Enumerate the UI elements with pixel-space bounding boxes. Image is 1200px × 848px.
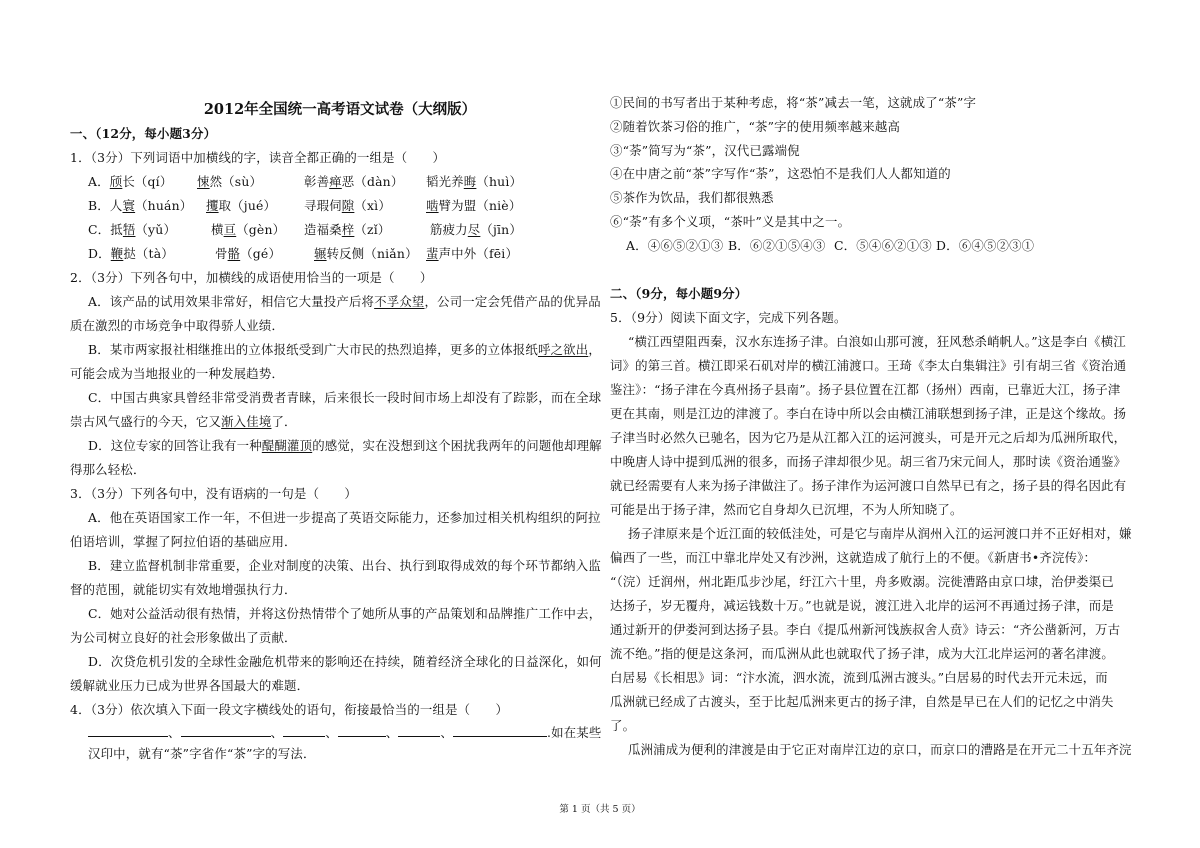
q5-line-1: “横江西望阻西秦，汉水东连扬子津。白浪如山那可渡，狂风愁杀峭帆人。”这是李白《横江: [628, 334, 1126, 349]
q4-item-5: ⑤茶作为饮品，我们都很熟悉: [610, 190, 774, 205]
q1-row-d: D．鞭挞（tà） 骨骼（gé） 辗转反侧（niǎn） 蜚声中外（fēi）: [88, 246, 519, 261]
q4-option-a: A．④⑥⑤②①③: [626, 238, 724, 253]
q5-line-4: 更在其南，则是江边的津渡了。李白在诗中所以会由横江浦联想到扬子津，正是这个缘故。扬: [610, 406, 1127, 421]
q5-line-3: 鉴注》：“扬子津在今真州扬子县南”。扬子县位置在江都（扬州）西南，已靠近大江，扬子津: [610, 382, 1121, 397]
blank-1: [88, 724, 168, 737]
q3-stem: 3．（3分）下列各句中，没有语病的一句是（ ）: [70, 486, 357, 501]
blank-4: [338, 724, 386, 737]
q5-line-13: 通过新开的伊娄河到达扬子县。李白《提瓜州新河饯族叔舍人贲》诗云：“齐公凿新河，万古: [610, 622, 1121, 637]
q3-option-b-line2: 督的范围，就能切实有效地增强执行力．: [70, 582, 297, 597]
q4-stem: 4．（3分）依次填入下面一段文字横线处的语句，衔接最恰当的一组是（ ）: [70, 702, 509, 717]
q3-option-a-line1: A．他在英语国家工作一年，不但进一步提高了英语交际能力，还参加过相关机构组织的阿拉: [88, 510, 601, 525]
q4-option-b: B．⑥②①⑤④③: [728, 238, 826, 253]
q3-option-b-line1: B．建立监督机制非常重要，企业对制度的决策、出台、执行到取得成效的每个环节都纳入监: [88, 558, 601, 573]
q3-option-d-line2: 缓解就业压力已成为世界各国最大的难题．: [70, 678, 310, 693]
q5-line-7: 就已经需要有人来为扬子津做注了。扬子津作为运河渡口自然早已有之，扬子县的得名因此有: [610, 478, 1127, 493]
q2-option-b-line1: B．某市两家报社相继推出的立体报纸受到广大市民的热烈追捧，更多的立体报纸呼之欲出，: [88, 342, 601, 357]
q2-stem: 2．（3分）下列各句中，加横线的成语使用恰当的一项是（ ）: [70, 270, 433, 285]
section-1-heading: 一、（12分，每小题3分）: [70, 126, 217, 141]
q2-option-d-line1: D．这位专家的回答让我有一种醍醐灌顶的感觉，实在没想到这个困扰我两年的问题他却理解: [88, 438, 602, 453]
q5-line-15: 白居易《长相思》词：“汴水流，泗水流，流到瓜洲古渡头。”白居易的时代去开元未远，而: [610, 670, 1108, 685]
q3-option-c-line2: 为公司树立良好的社会形象做出了贡献．: [70, 630, 297, 645]
q5-line-10: 偏西了一些，而江中靠北岸处又有沙洲，这就造成了航行上的不便。《新唐书•齐浣传》：: [610, 550, 1097, 565]
q3-option-d-line1: D．次贷危机引发的全球性金融危机带来的影响还在持续，随着经济全球化的日益深化，如何: [88, 654, 602, 669]
q4-options: [626, 238, 1066, 254]
q5-line-2: 词》的第三首。横江即采石矶对岸的横江浦渡口。王琦《李太白集辑注》引有胡三省《资治通: [610, 358, 1127, 373]
q2-option-a-line2: 质在激烈的市场竞争中取得骄人业绩．: [70, 318, 285, 333]
blank-2: [181, 724, 271, 737]
exam-title: 2012年全国统一高考语文试卷（大纲版）: [203, 101, 477, 118]
q2-option-b-line2: 可能会成为当地报业的一种发展趋势．: [70, 366, 285, 381]
q5-line-9: 扬子津原来是个近江面的较低洼处，可是它与南岸从润州入江的运河渡口并不正好相对，嫌: [628, 526, 1132, 541]
q4-passage-line2: 汉印中，就有“茶”字省作“茶”字的写法．: [88, 746, 316, 761]
q5-line-8: 可能是出于扬子津，然而它自身却久已沉埋，不为人所知晓了。: [610, 502, 963, 517]
q2-option-c-line2: 崇古风气盛行的今天，它又渐入佳境了．: [70, 414, 297, 429]
q1-stem: 1．（3分）下列词语中加横线的字，读音全都正确的一组是（ ）: [70, 150, 446, 165]
q2-option-d-line2: 得那么轻松．: [70, 462, 146, 477]
q5-line-12: 达扬子，岁无覆舟，减运钱数十万。”也就是说，渡江进入北岸的运河不再通过扬子津，而是: [610, 598, 1114, 613]
q2-option-a-line1: A．该产品的试用效果非常好，相信它大量投产后将不孚众望，公司一定会凭借产品的优异品: [88, 294, 601, 309]
q4-blanks-line: 、 、 、 、 、 .如在某些: [88, 724, 601, 741]
q1-row-c: C．抵牾（yǔ） 横亘（gèn） 造福桑梓（zǐ） 筋疲力尽（jīn）: [88, 222, 522, 237]
q4-item-6: ⑥“荼”有多个义项，“茶叶”义是其中之一。: [610, 214, 851, 229]
q1-row-b: B．人寰（huán） 攫取（jué） 寻瑕伺隙（xì） 啮臂为盟（niè）: [88, 198, 522, 213]
q5-line-16: 瓜洲就已经成了古渡头，至于比起瓜洲来更古的扬子津，自然是早已在人们的记忆之中消失: [610, 694, 1114, 709]
q1-row-a: A．颀长（qí） 悚然（sù） 彰善瘅恶（dàn） 韬光养晦（huì）: [88, 174, 523, 189]
blank-5: [398, 724, 440, 737]
q5-line-6: 中晚唐人诗中提到瓜洲的很多，而扬子津却很少见。胡三省乃宋元间人，那时读《资治通鉴》: [610, 454, 1127, 469]
q3-option-a-line2: 伯语培训，掌握了阿拉伯语的基础应用．: [70, 534, 297, 549]
q4-option-c: C．⑤④⑥②①③: [834, 238, 932, 253]
q4-item-3: ③“荼”简写为“茶”，汉代已露端倪: [610, 143, 800, 158]
blank-6: [453, 724, 547, 737]
page-footer: 第 1 页（共 5 页）: [559, 804, 641, 815]
q4-item-2: ②随着饮茶习俗的推广，“茶”字的使用频率越来越高: [610, 119, 901, 134]
q5-line-11: “（浣）迁润州，州北距瓜步沙尾，纡江六十里，舟多败溺。浣徙漕路由京口埭，治伊娄渠已: [610, 574, 1114, 589]
q4-item-1: ①民间的书写者出于某种考虑，将“茶”减去一笔，这就成了“茶”字: [610, 95, 977, 110]
q5-line-18: 瓜洲浦成为便利的津渡是由于它正对南岸江边的京口，而京口的漕路是在开元二十五年齐浣: [628, 742, 1132, 757]
q4-option-d: D．⑥④⑤②③①: [936, 238, 1035, 253]
q3-option-c-line1: C．她对公益活动很有热情，并将这份热情带个了她所从事的产品策划和品牌推广工作中去，: [88, 606, 602, 621]
section-2-heading: 二、（9分，每小题9分）: [610, 286, 748, 301]
blank-3: [283, 724, 325, 737]
q4-item-4: ④在中唐之前“茶”字写作“荼”，这恐怕不是我们人人都知道的: [610, 166, 951, 181]
q5-stem: 5．（9分）阅读下面文字，完成下列各题。: [610, 310, 847, 325]
q5-line-5: 子津当时必然久已驰名，因为它乃是从江都入江的运河渡头，可是开元之后却为瓜洲所取代，: [610, 430, 1127, 445]
q5-line-14: 流不绝。”指的便是这条河，而瓜洲从此也就取代了扬子津，成为大江北岸运河的著名津渡。: [610, 646, 1114, 661]
q5-line-17: 了。: [610, 718, 636, 733]
q2-option-c-line1: C．中国古典家具曾经非常受消费者青睐，后来很长一段时间市场上却没有了踪影，而在全球: [88, 390, 602, 405]
